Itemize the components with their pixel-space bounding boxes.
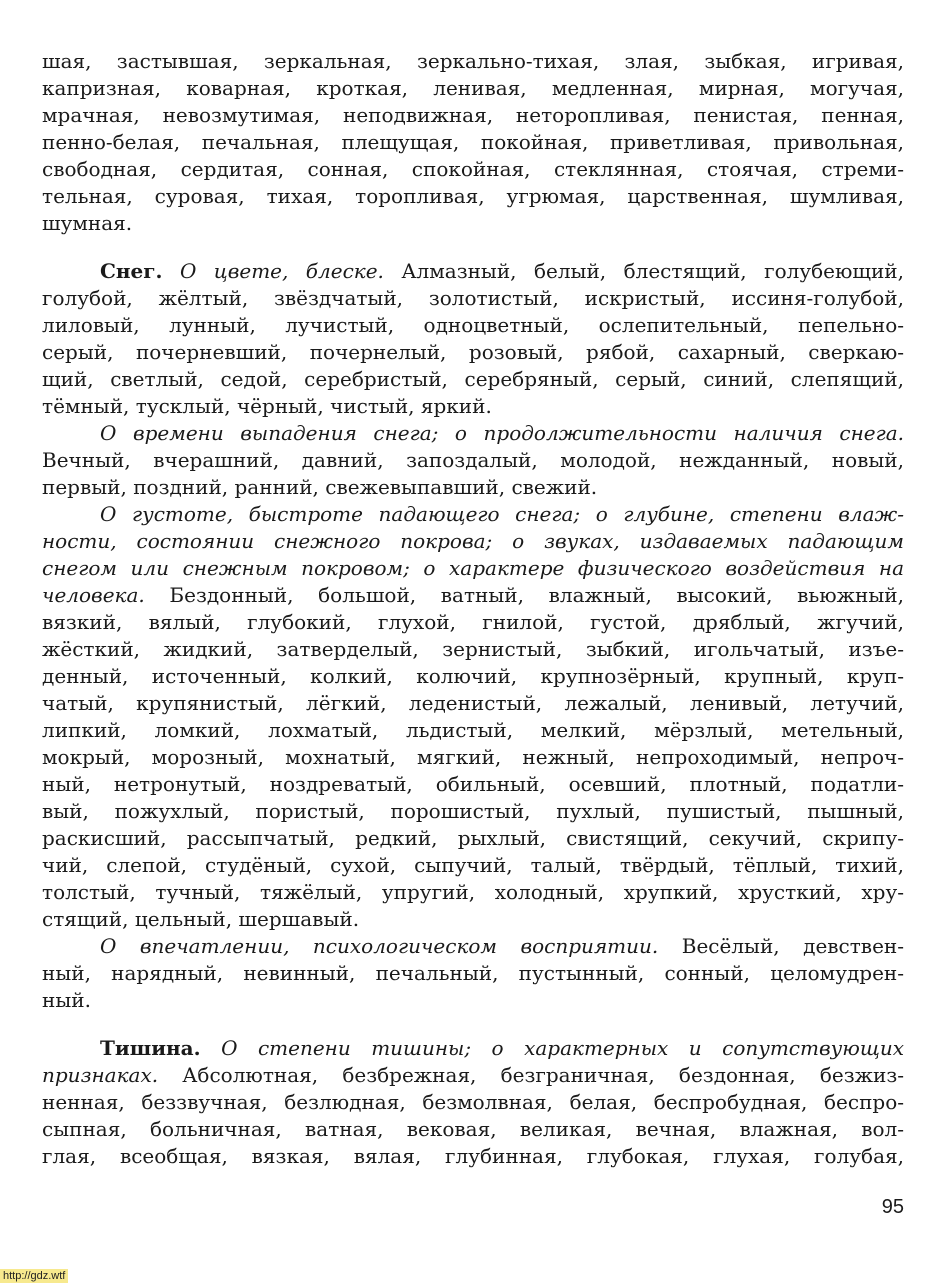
text-line xyxy=(42,852,904,879)
entry-heading: Снег. xyxy=(100,259,163,283)
word-list: капризная, коварная, кроткая, ленивая, медленная, мирная, могучая, xyxy=(42,76,904,100)
category-label: О степени тишины; о характерных и сопутствующих xyxy=(221,1036,905,1060)
text-line xyxy=(42,312,904,339)
text-line xyxy=(42,609,904,636)
text-line xyxy=(42,744,904,771)
word-list: денный, источенный, колкий, колючий, крупнозёрный, крупный, круп- xyxy=(42,664,904,688)
text-line xyxy=(42,582,904,609)
word-list: тельная, суровая, тихая, торопливая, угрюмая, царственная, шумливая, xyxy=(42,184,904,208)
category-label: человека. xyxy=(42,583,145,607)
word-list: сыпная, больничная, ватная, вековая, великая, вечная, влажная, вол- xyxy=(42,1117,904,1141)
text-line xyxy=(42,1143,904,1170)
word-list: лиловый, лунный, лучистый, одноцветный, ослепительный, пепельно- xyxy=(42,313,904,337)
category-label: О густоте, быстроте падающего снега; о глубине, степени влаж- xyxy=(100,502,904,526)
word-list: Бездонный, большой, ватный, влажный, высокий, вьюжный, xyxy=(144,583,904,607)
text-line xyxy=(42,1035,904,1062)
text-line xyxy=(42,1062,904,1089)
word-list: ненная, беззвучная, безлюдная, безмолвная, белая, беспробудная, беспро- xyxy=(42,1090,904,1114)
paragraph xyxy=(42,48,904,237)
word-list: Весёлый, девствен- xyxy=(658,934,904,958)
text-line xyxy=(42,690,904,717)
text-line xyxy=(42,501,904,528)
paragraph xyxy=(42,933,904,1014)
text-line xyxy=(42,393,904,420)
word-list: щий, светлый, седой, серебристый, серебряный, серый, синий, слепящий, xyxy=(42,367,904,391)
text-line xyxy=(42,339,904,366)
text-line xyxy=(42,717,904,744)
page-text xyxy=(42,48,904,1170)
word-list: свободная, сердитая, сонная, спокойная, стеклянная, стоячая, стреми- xyxy=(42,157,904,181)
word-list: ный. xyxy=(42,988,91,1012)
text-line xyxy=(42,447,904,474)
text-line xyxy=(42,555,904,582)
text-line xyxy=(42,528,904,555)
word-list: голубой, жёлтый, звёздчатый, золотистый, искристый, иссиня-голубой, xyxy=(42,286,904,310)
text-line xyxy=(42,258,904,285)
category-label: снегом или снежным покровом; о характере физического воздействия на xyxy=(42,556,904,580)
word-list: липкий, ломкий, лохматый, льдистый, мелкий, мёрзлый, метельный, xyxy=(42,718,904,742)
text-line xyxy=(42,156,904,183)
text-line xyxy=(42,933,904,960)
paragraph xyxy=(42,420,904,501)
word-list: ный, нетронутый, ноздреватый, обильный, осевший, плотный, податли- xyxy=(42,772,904,796)
text-line xyxy=(42,960,904,987)
text-line xyxy=(42,102,904,129)
word-list: Вечный, вчерашний, давний, запоздалый, молодой, нежданный, новый, xyxy=(42,448,904,472)
word-list: толстый, тучный, тяжёлый, упругий, холодный, хрупкий, хрусткий, хру- xyxy=(42,880,904,904)
text-line xyxy=(42,825,904,852)
word-list: чатый, крупянистый, лёгкий, леденистый, лежалый, ленивый, летучий, xyxy=(42,691,904,715)
word-list: раскисший, рассыпчатый, редкий, рыхлый, свистящий, секучий, скрипу- xyxy=(42,826,904,850)
paragraph xyxy=(42,1035,904,1170)
word-list: мокрый, морозный, мохнатый, мягкий, нежный, непроходимый, непроч- xyxy=(42,745,904,769)
text-line xyxy=(42,636,904,663)
category-label: признаках. xyxy=(42,1063,159,1087)
text-line xyxy=(42,183,904,210)
word-list xyxy=(163,259,180,283)
word-list: Алмазный, белый, блестящий, голубеющий, xyxy=(383,259,904,283)
category-label: О времени выпадения снега; о продолжительности наличия снега. xyxy=(100,421,904,445)
entry-heading: Тишина. xyxy=(100,1036,201,1060)
word-list: вый, пожухлый, пористый, порошистый, пухлый, пушистый, пышный, xyxy=(42,799,904,823)
category-label: О впечатлении, психологическом восприятии. xyxy=(100,934,659,958)
word-list: серый, почерневший, почернелый, розовый, рябой, сахарный, сверкаю- xyxy=(42,340,904,364)
word-list: глая, всеобщая, вязкая, вялая, глубинная, глубокая, глухая, голубая, xyxy=(42,1144,904,1168)
paragraph xyxy=(42,501,904,933)
word-list xyxy=(201,1036,221,1060)
text-line xyxy=(42,474,904,501)
word-list: пенно-белая, печальная, плещущая, покойная, приветливая, привольная, xyxy=(42,130,904,154)
text-line xyxy=(42,75,904,102)
text-line xyxy=(42,798,904,825)
category-label: ности, состоянии снежного покрова; о звуках, издаваемых падающим xyxy=(42,529,904,553)
word-list: шумная. xyxy=(42,211,133,235)
word-list: вязкий, вялый, глубокий, глухой, гнилой, густой, дряблый, жгучий, xyxy=(42,610,904,634)
word-list: ный, нарядный, невинный, печальный, пустынный, сонный, целомудрен- xyxy=(42,961,904,985)
text-line xyxy=(42,48,904,75)
text-line xyxy=(42,285,904,312)
word-list: Абсолютная, безбрежная, безграничная, бездонная, безжиз- xyxy=(158,1063,904,1087)
watermark-link[interactable]: http://gdz.wtf xyxy=(0,1269,68,1283)
word-list: мрачная, невозмутимая, неподвижная, неторопливая, пенистая, пенная, xyxy=(42,103,904,127)
text-line xyxy=(42,879,904,906)
text-line xyxy=(42,1089,904,1116)
text-line xyxy=(42,1116,904,1143)
text-line xyxy=(42,987,904,1014)
page-number: 95 xyxy=(881,1196,904,1218)
word-list: шая, застывшая, зеркальная, зеркально-тихая, злая, зыбкая, игривая, xyxy=(42,49,904,73)
paragraph xyxy=(42,258,904,420)
word-list: стящий, цельный, шершавый. xyxy=(42,907,360,931)
text-line xyxy=(42,210,904,237)
word-list: жёсткий, жидкий, затверделый, зернистый, зыбкий, игольчатый, изъе- xyxy=(42,637,904,661)
category-label: О цвете, блеске. xyxy=(179,259,384,283)
text-line xyxy=(42,906,904,933)
text-line xyxy=(42,663,904,690)
word-list: первый, поздний, ранний, свежевыпавший, свежий. xyxy=(42,475,598,499)
text-line xyxy=(42,771,904,798)
text-line xyxy=(42,129,904,156)
text-line xyxy=(42,366,904,393)
word-list: тёмный, тусклый, чёрный, чистый, яркий. xyxy=(42,394,492,418)
word-list: чий, слепой, студёный, сухой, сыпучий, талый, твёрдый, тёплый, тихий, xyxy=(42,853,904,877)
text-line xyxy=(42,420,904,447)
